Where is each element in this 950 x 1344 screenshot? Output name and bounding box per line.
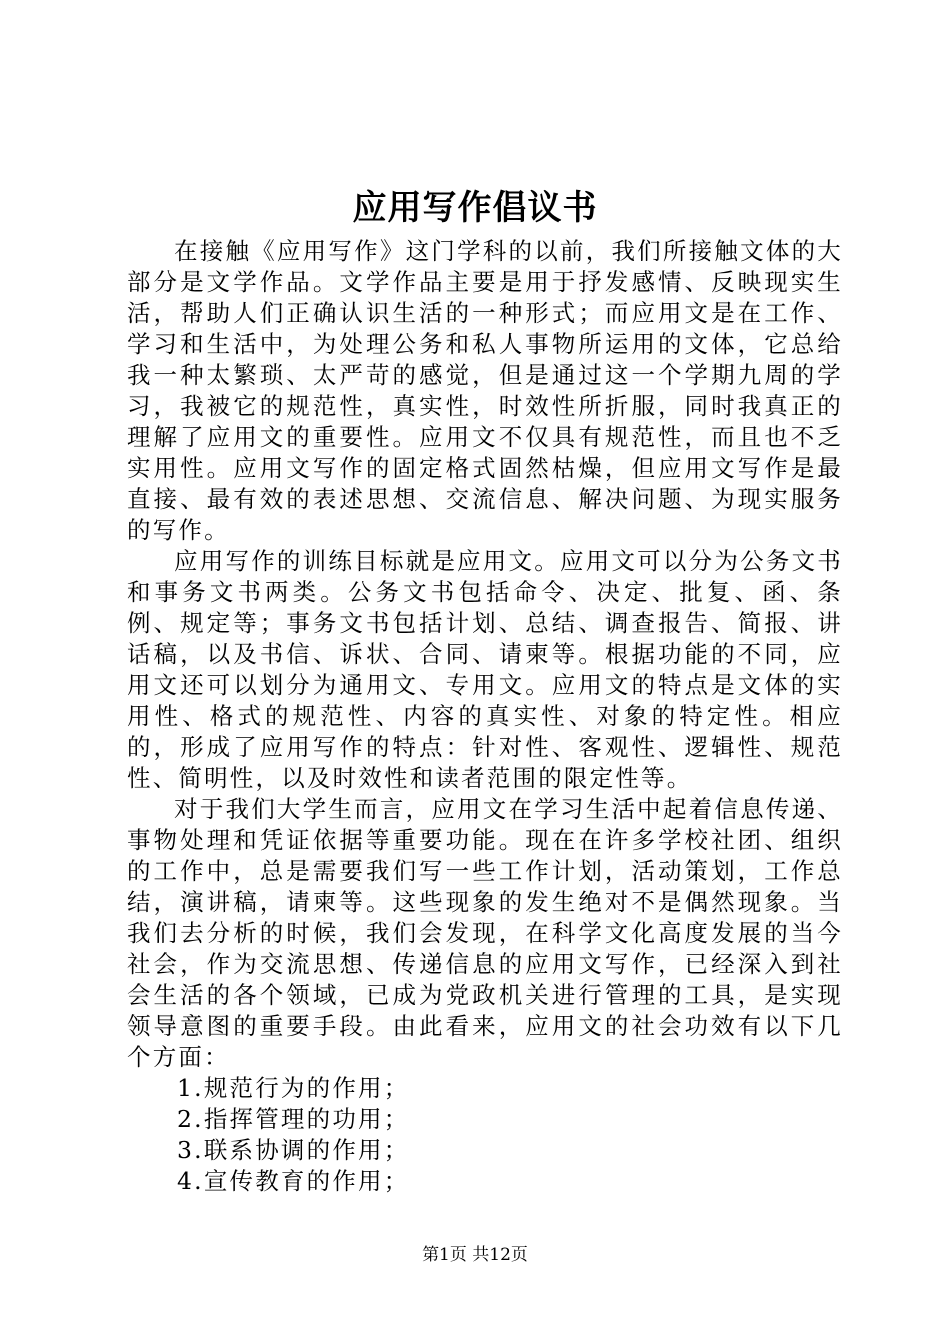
list-item-1: 1.规范行为的作用；: [177, 1074, 410, 1102]
paragraph-2: 应用写作的训练目标就是应用文。应用文可以分为公务文书和事务文书两类。公务文书包括命令、决定、批复、函、条例、规定等；事务文书包括计划、总结、调查报告、简报、讲话稿，以及书信、诉状、合同、请柬等。根据功能的不同，应用文还可以划分为通用文、专用文。应用文的特点是文体的实用性、格式的规范性、内容的真实性、对象的特定性。相应的，形成了应用写作的特点：针对性、客观性、逻辑性、规范性、简明性，以及时效性和读者范围的限定性等。: [127, 547, 843, 792]
list-item-3: 3.联系协调的作用；: [177, 1136, 410, 1164]
paragraph-3: 对于我们大学生而言，应用文在学习生活中起着信息传递、事物处理和凭证依据等重要功能。现在在许多学校社团、组织的工作中，总是需要我们写一些工作计划，活动策划，工作总结，演讲稿，请柬等。这些现象的发生绝对不是偶然现象。当我们去分析的时候，我们会发现，在科学文化高度发展的当今社会，作为交流思想、传递信息的应用文写作，已经深入到社会生活的各个领域，已成为党政机关进行管理的工具，是实现领导意图的重要手段。由此看来，应用文的社会功效有以下几个方面：: [127, 795, 843, 1071]
document-body: [127, 236, 843, 1197]
document-title: 应用写作倡议书: [352, 188, 598, 228]
paragraph-1: 在接触《应用写作》这门学科的以前，我们所接触文体的大部分是文学作品。文学作品主要是用于抒发感情、反映现实生活，帮助人们正确认识生活的一种形式；而应用文是在工作、学习和生活中，为处理公务和私人事物所运用的文体，它总给我一种太繁琐、太严苛的感觉，但是通过这一个学期九周的学习，我被它的规范性，真实性，时效性所折服，同时我真正的理解了应用文的重要性。应用文不仅具有规范性，而且也不乏实用性。应用文写作的固定格式固然枯燥，但应用文写作是最直接、最有效的表述思想、交流信息、解决问题、为现实服务的写作。: [127, 237, 843, 544]
list-item-2: 2.指挥管理的功用；: [177, 1105, 410, 1133]
list-item-4: 4.宣传教育的作用；: [177, 1167, 410, 1195]
page-footer: 第1页 共12页: [422, 1245, 528, 1265]
